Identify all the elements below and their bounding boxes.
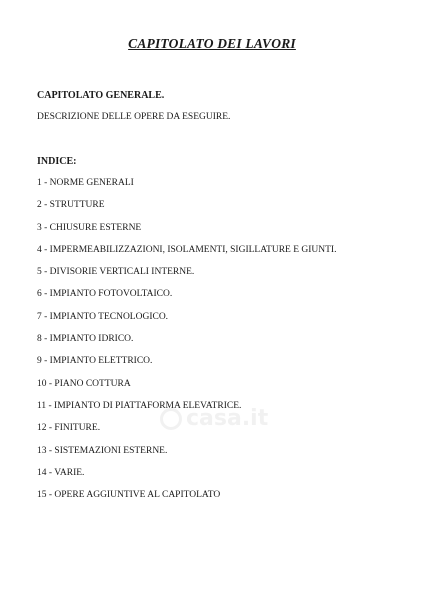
index-item-1: 1 - NORME GENERALI: [37, 178, 134, 188]
index-item-5: 5 - DIVISORIE VERTICALI INTERNE.: [37, 267, 195, 278]
watermark: [160, 406, 268, 431]
index-item-3: 3 - CHIUSURE ESTERNE: [37, 222, 142, 233]
index-item-10: 10 - PIANO COTTURA: [37, 378, 131, 389]
index-item-8: 8 - IMPIANTO IDRICO.: [37, 334, 134, 345]
index-list: [37, 178, 336, 512]
index-item-4: 4 - IMPERMEABILIZZAZIONI, ISOLAMENTI, SIGILLATURE E GIUNTI.: [37, 244, 337, 255]
index-item-12: 12 - FINITURE.: [37, 423, 101, 434]
index-item-15: 15 - OPERE AGGIUNTIVE AL CAPITOLATO: [37, 490, 221, 501]
watermark-text: casa.it: [186, 406, 269, 431]
section-heading: CAPITOLATO GENERALE.: [37, 90, 165, 101]
watermark-logo-icon: [160, 408, 182, 430]
index-item-11: 11 - IMPIANTO DI PIATTAFORMA ELEVATRICE.: [37, 400, 242, 411]
index-item-6: 6 - IMPIANTO FOTOVOLTAICO.: [37, 289, 173, 300]
index-item-9: 9 - IMPIANTO ELETTRICO.: [37, 356, 153, 367]
index-item-2: 2 - STRUTTURE: [37, 200, 105, 211]
index-item-14: 14 - VARIE.: [37, 467, 85, 478]
section-subtitle: DESCRIZIONE DELLE OPERE DA ESEGUIRE.: [37, 112, 231, 122]
index-item-7: 7 - IMPIANTO TECNOLOGICO.: [37, 311, 169, 322]
document-title: CAPITOLATO DEI LAVORI: [128, 36, 296, 51]
index-item-13: 13 - SISTEMAZIONI ESTERNE.: [37, 445, 168, 456]
index-heading: INDICE:: [37, 156, 77, 167]
